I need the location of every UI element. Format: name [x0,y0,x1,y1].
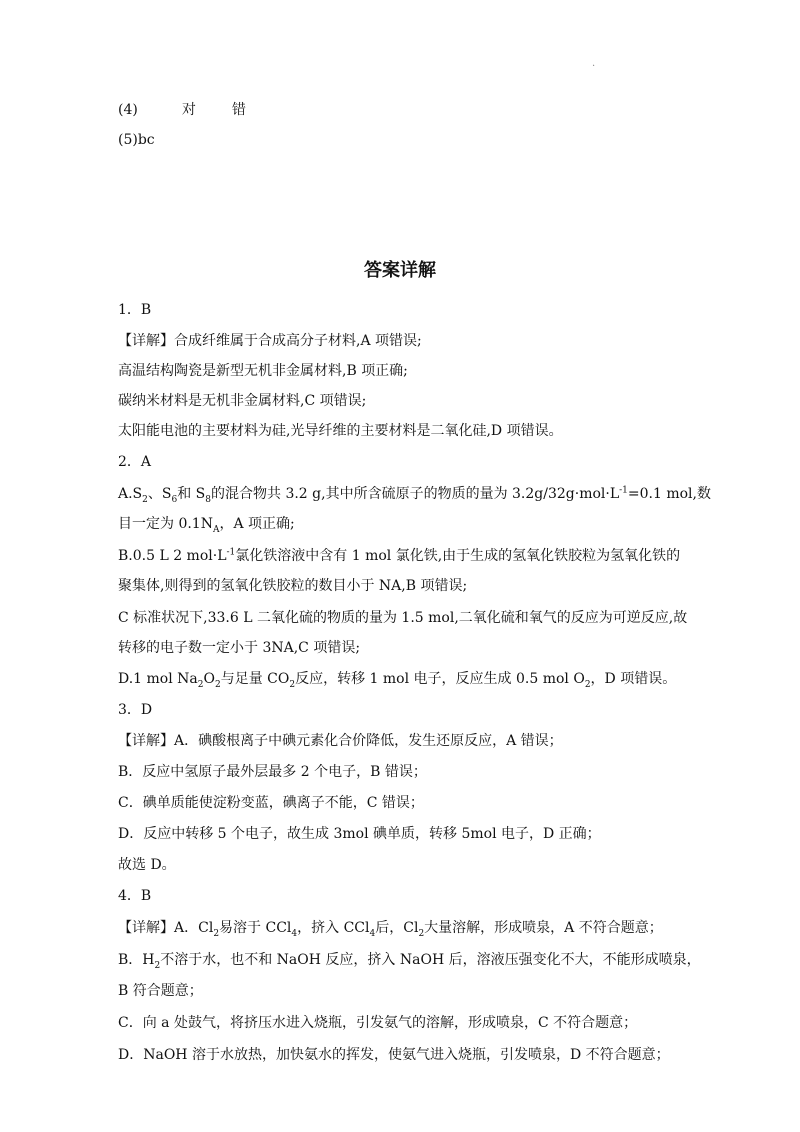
q4-answer-a: 对 [181,102,196,118]
section-title: 答案详解 [364,260,436,281]
q2-option-d: D.1 mol $Na_2O_2$与足量 $CO_2$反应，转移 1 mol 电子，反应生成 0.5 mol $O_2$，D 项错误。 [118,671,677,690]
q4-option-c: C．向 a 处鼓气，将挤压水进入烧瓶，引发氨气的溶解，形成喷泉，C 不符合题意； [118,1015,638,1031]
q2-option-c-line-1: C 标准状况下,33.6 L 二氧化硫的物质的量为 1.5 mol,二氧化硫和氧气的反应为可逆反应,故 [118,610,688,626]
q3-line-3: C．碘单质能使淀粉变蓝，碘离子不能，C 错误； [118,795,424,811]
q2-option-a-line-2: 目一定为 $0.1N_A$，A 项正确; [118,516,295,535]
q3-line-4: D．反应中转移 5 个电子，故生成 3mol 碘单质，转移 5mol 电子，D 正确； [118,826,601,842]
q2-option-a-line-1: $A.S_2$、$S_6$和 $S_8$的混合物共 3.2 g,其中所含硫原子的物质的量为 $3.2g/32g\cdot mol\cdot L^{-1}=0.1$ mol,数 [118,485,711,505]
q4-head: 4．B [118,888,152,904]
q1-line-3: 碳纳米材料是无机非金属材料,C 项错误; [118,393,367,409]
q3-line-5: 故选 D。 [118,857,176,873]
q2-option-c-line-2: 转移的电子数一定小于 3NA,C 项错误; [118,640,361,656]
q1-line-1: 【详解】合成纤维属于合成高分子材料,A 项错误; [118,333,422,349]
q2-option-b-line-1: B.0.5 L 2 $mol\cdot L^{-1}$氯化铁溶液中含有 1 mol 氯化铁,由于生成的氢氧化铁胶粒为氢氧化铁的 [118,547,681,564]
q1-line-2: 高温结构陶瓷是新型无机非金属材料,B 项正确; [118,363,408,379]
q1-head: 1．B [118,302,152,318]
q3-line-2: B．反应中氢原子最外层最多 2 个电子，B 错误； [118,764,427,780]
q2-option-b-line-2: 聚集体,则得到的氢氧化铁胶粒的数目小于 NA,B 项错误; [118,578,468,594]
q4-option-b-line-2: B 符合题意； [118,983,203,999]
q1-line-4: 太阳能电池的主要材料为硅,光导纤维的主要材料是二氧化硅,D 项错误。 [118,423,563,439]
q4-number: (4) [118,102,138,118]
top-mark: . [592,58,596,69]
prev-answer-q4 [118,100,246,120]
q4-option-a: 【详解】A．$Cl_2$易溶于 CCl$_4$，挤入 CCl$_4$后，$Cl_2$大量溶解，形成喷泉，A 不符合题意； [118,920,663,939]
q3-line-1: 【详解】A．碘酸根离子中碘元素化合价降低，发生还原反应，A 错误； [118,733,563,749]
q3-head: 3．D [118,702,153,718]
q4-answer-b: 错 [231,102,246,118]
q4-option-d: D．NaOH 溶于水放热，加快氨水的挥发，使氨气进入烧瓶，引发喷泉，D 不符合题意； [118,1047,670,1063]
prev-answer-q5: (5)bc [118,132,155,148]
q2-head: 2．A [118,454,152,470]
q4-option-b-line-1: B．$H_2$不溶于水，也不和 NaOH 反应，挤入 NaOH 后，溶液压强变化不大，不能形成喷泉， [118,952,701,971]
